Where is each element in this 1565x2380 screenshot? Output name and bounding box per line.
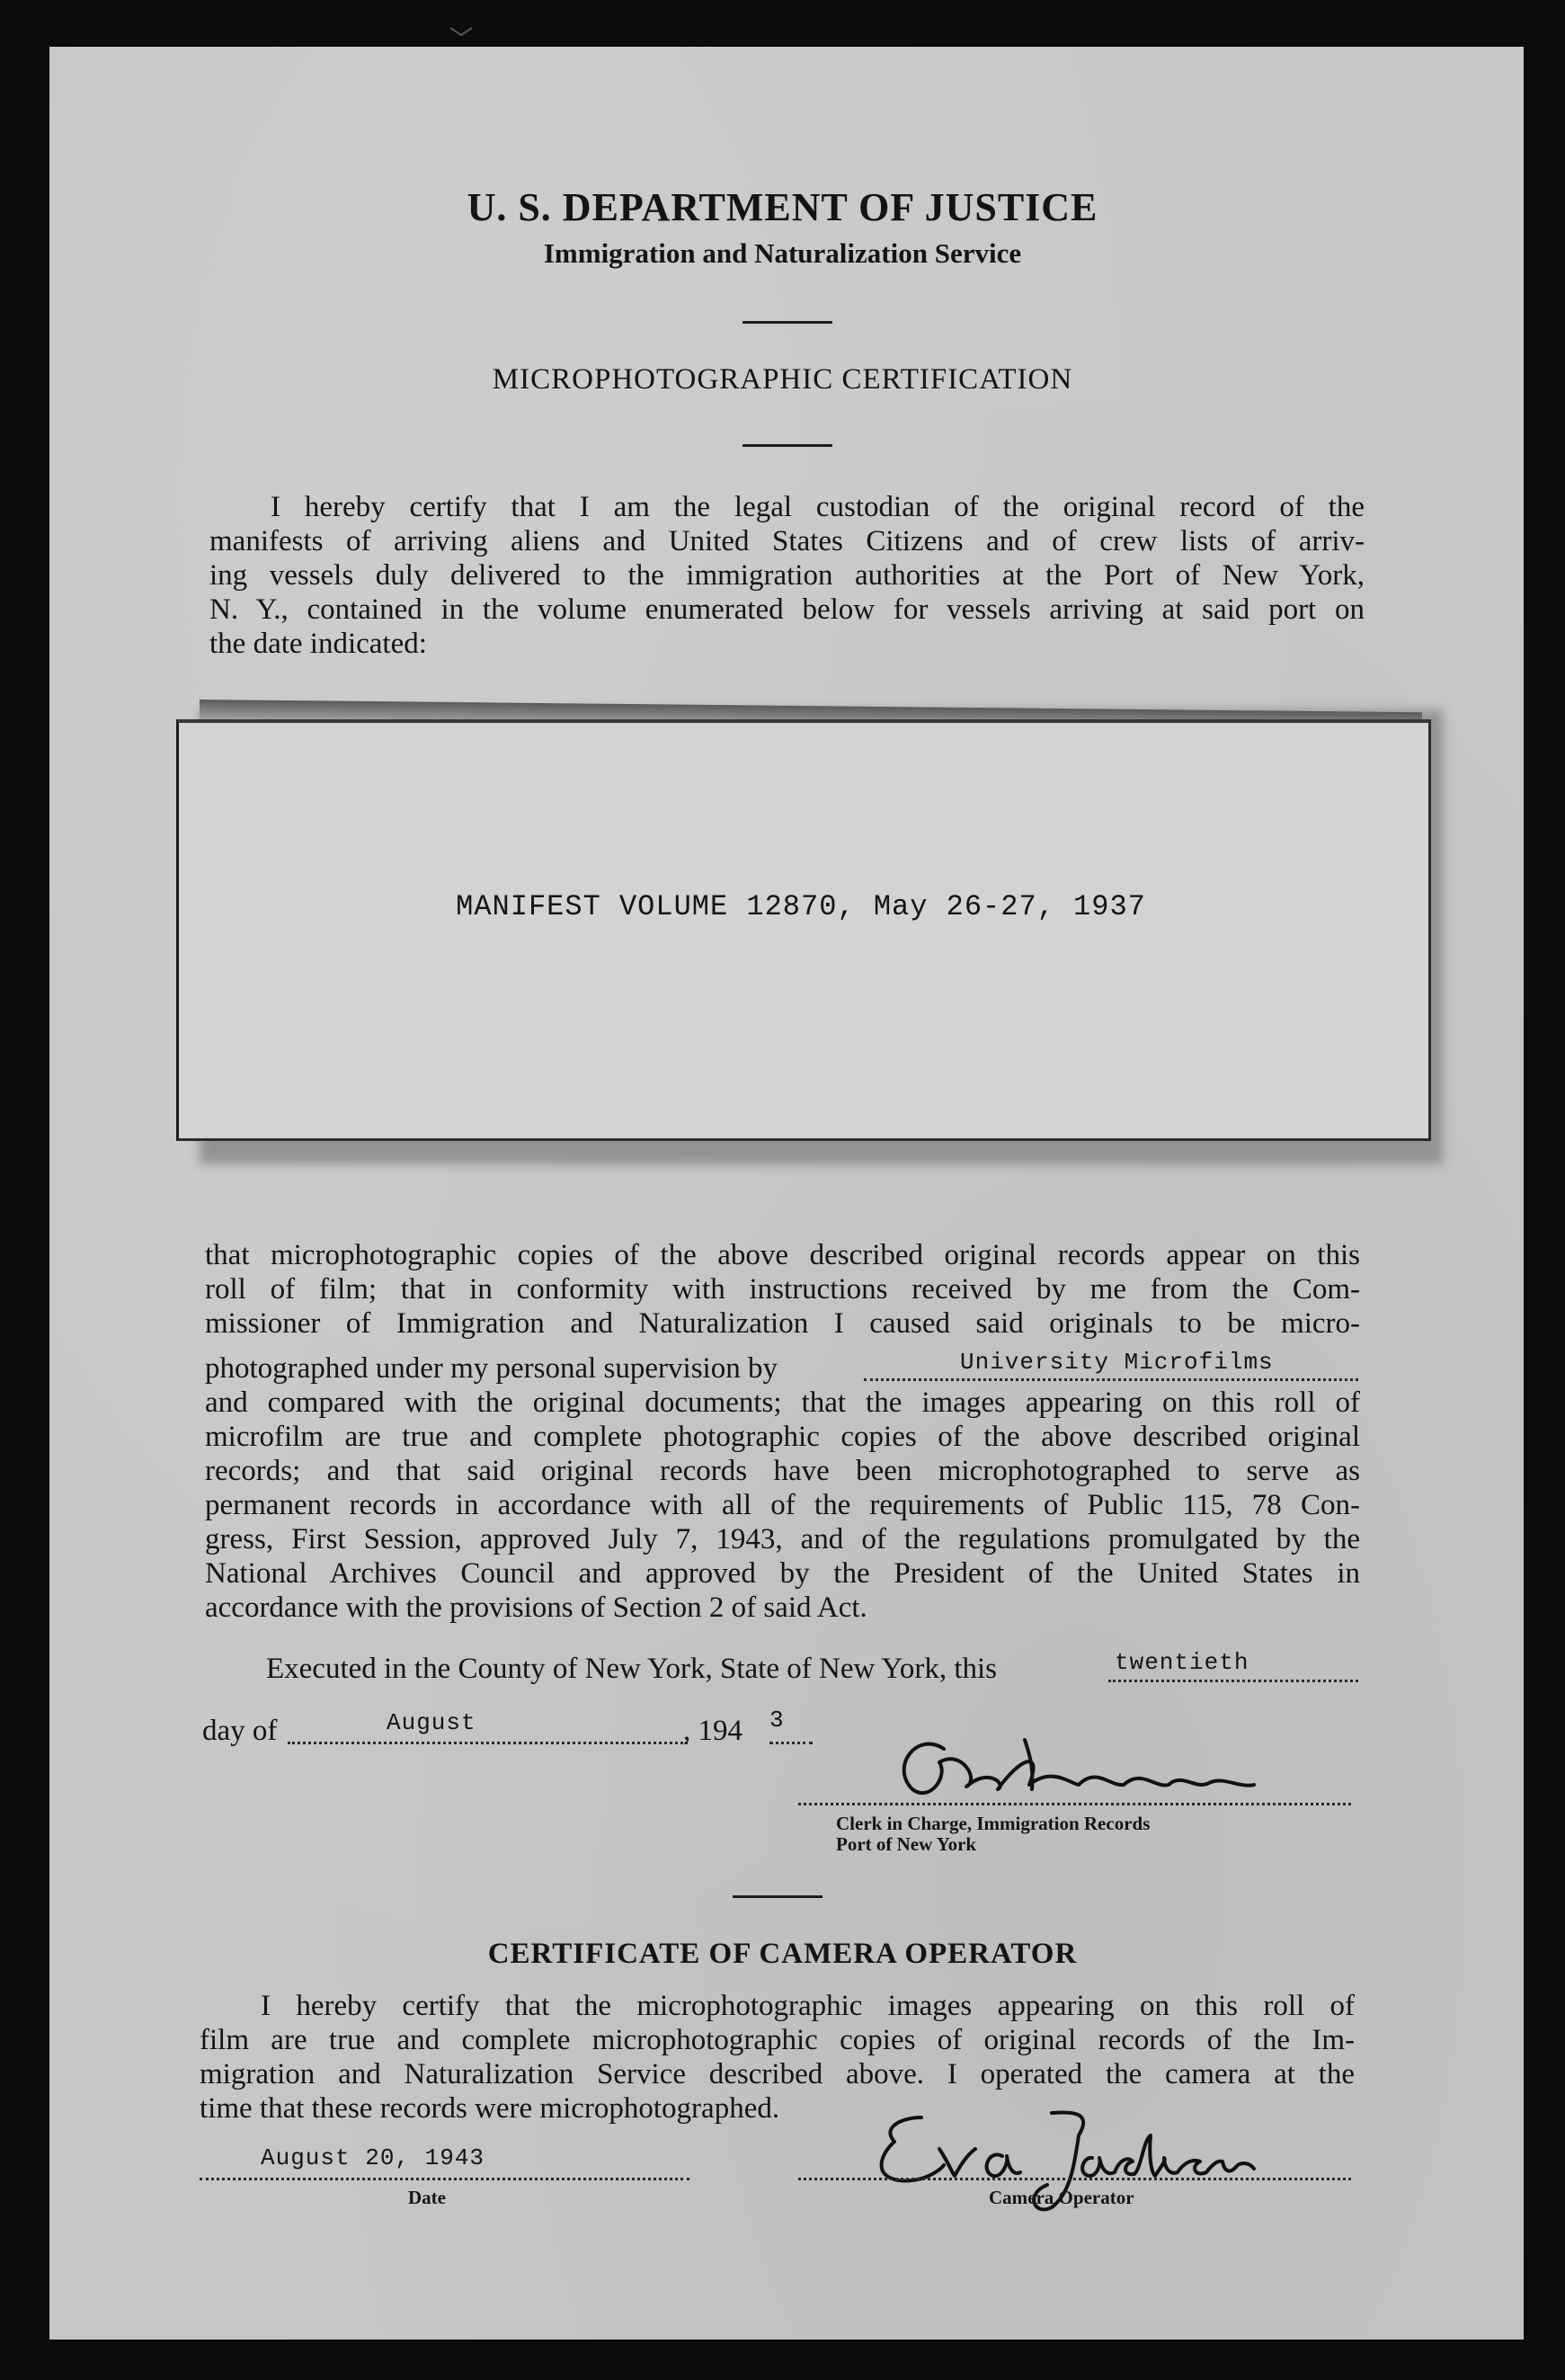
supervision-line bbox=[205, 1351, 778, 1386]
camera-date-value: August 20, 1943 bbox=[261, 2144, 485, 2171]
body-line: records; and that said original records have been microphotographed to serve as bbox=[205, 1455, 1360, 1487]
body-line: gress, First Session, approved July 7, 1943, and of the regulations promulgated by the bbox=[205, 1523, 1360, 1555]
clerk-office: Port of New York bbox=[836, 1833, 977, 1855]
year-blank bbox=[769, 1742, 813, 1744]
camera-line: film are true and complete microphotographic copies of original records of the Im- bbox=[200, 2024, 1355, 2056]
certificate-divider bbox=[733, 1895, 823, 1898]
day-of-label: day of bbox=[202, 1715, 278, 1747]
year-prefix: , 194 bbox=[683, 1715, 742, 1747]
camera-date-line bbox=[200, 2178, 689, 2180]
clerk-title: Clerk in Charge, Immigration Records bbox=[836, 1813, 1151, 1834]
header-divider bbox=[742, 321, 832, 324]
intro-line: N. Y., contained in the volume enumerated below for vessels arriving at said port on bbox=[209, 593, 1365, 626]
intro-line: the date indicated: bbox=[209, 628, 427, 660]
body-paragraph bbox=[205, 1238, 1360, 1341]
intro-paragraph bbox=[209, 490, 1365, 661]
month-value: August bbox=[387, 1709, 476, 1736]
camera-certificate-title: CERTIFICATE OF CAMERA OPERATOR bbox=[487, 1938, 1078, 1970]
year-digit: 3 bbox=[769, 1707, 785, 1734]
clerk-signature bbox=[863, 1713, 1276, 1812]
manifest-slip bbox=[176, 719, 1431, 1141]
executed-day-blank bbox=[1108, 1680, 1358, 1682]
camera-line: I hereby certify that the microphotographic images appearing on this roll of bbox=[261, 1990, 1355, 2022]
operator-signature-line bbox=[798, 2178, 1351, 2180]
intro-line: manifests of arriving aliens and United States Citizens and of crew lists of arriv- bbox=[209, 525, 1365, 557]
executed-day-value: twentieth bbox=[1115, 1649, 1249, 1676]
executed-line bbox=[266, 1652, 997, 1686]
certification-title: MICROPHOTOGRAPHIC CERTIFICATION bbox=[492, 363, 1073, 396]
supervision-prefix: photographed under my personal supervision by bbox=[205, 1352, 778, 1385]
department-title: U. S. DEPARTMENT OF JUSTICE bbox=[467, 185, 1098, 229]
body-paragraph-continued bbox=[205, 1386, 1360, 1625]
camera-line: time that these records were microphotographed. bbox=[200, 2092, 780, 2125]
manifest-entry: MANIFEST VOLUME 12870, May 26-27, 1937 bbox=[456, 890, 1146, 923]
body-line: roll of film; that in conformity with instructions received by me from the Com- bbox=[205, 1273, 1360, 1306]
intro-line: ing vessels duly delivered to the immigration authorities at the Port of New York, bbox=[209, 559, 1365, 592]
camera-operator-label: Camera Operator bbox=[989, 2187, 1134, 2208]
body-line: that microphotographic copies of the above described original records appear on this bbox=[205, 1239, 1360, 1271]
body-line: missioner of Immigration and Naturalization I caused said originals to be micro- bbox=[205, 1307, 1360, 1340]
camera-date-label: Date bbox=[408, 2187, 446, 2208]
intro-line: I hereby certify that I am the legal custodian of the original record of the bbox=[271, 491, 1365, 523]
body-line: permanent records in accordance with all of the requirements of Public 115, 78 Con- bbox=[205, 1489, 1360, 1521]
body-line: microfilm are true and complete photographic copies of the above described original bbox=[205, 1421, 1360, 1453]
month-blank bbox=[288, 1742, 688, 1744]
body-line: National Archives Council and approved by the President of the United States in bbox=[205, 1557, 1360, 1590]
corner-mark-icon bbox=[449, 25, 473, 38]
title-divider bbox=[742, 444, 832, 447]
executed-prefix: Executed in the County of New York, State of New York, this bbox=[266, 1653, 998, 1685]
supervision-by-value: University Microfilms bbox=[960, 1349, 1274, 1376]
body-line: and compared with the original documents; that the images appearing on this roll of bbox=[205, 1386, 1360, 1419]
camera-line: migration and Naturalization Service described above. I operated the camera at the bbox=[200, 2058, 1355, 2090]
body-line: accordance with the provisions of Section 2 of said Act. bbox=[205, 1591, 867, 1624]
clerk-signature-line bbox=[798, 1803, 1351, 1805]
service-subtitle: Immigration and Naturalization Service bbox=[543, 237, 1022, 269]
supervision-blank bbox=[864, 1378, 1358, 1381]
